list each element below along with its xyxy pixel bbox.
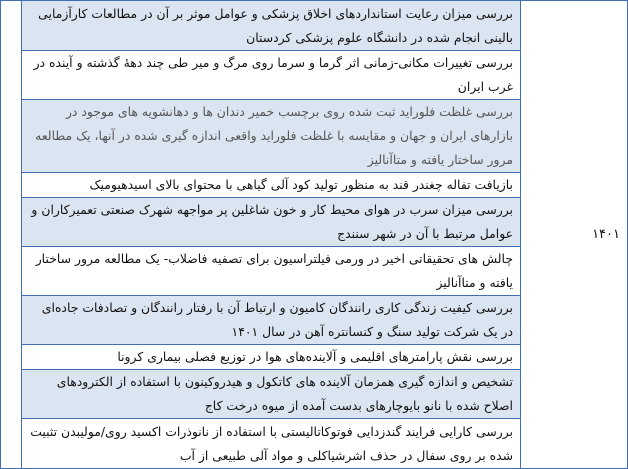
project-title-cell: بررسی میزان سرب در هوای محیط کار و خون شاغلین پر مواجهه شهرک صنعتی تعمیرکاران و عوامل مرتبط با آن در شهر سنندج	[22, 198, 521, 247]
project-title-cell: تشخیص و اندازه گیری همزمان آلاینده های کاتکول و هیدروکینون با استفاده از الکترودهای اصلاح شده با نانو بایوچارهای بدست آمده از میوه درخت کاج	[22, 370, 521, 419]
project-title-cell: بررسی غلظت فلوراید ثبت شده روی برچسب خمیر دندان ها و دهانشویه های موجود در بازارهای ایران و جهان و مقایسه با غلظت فلوراید واقعی اندازه گیری شده در آنها، یک مطالعه مرور ساختار یافته و متاآنالیز	[22, 100, 521, 173]
table-row	[1, 1, 628, 51]
project-title-cell: بازیافت تفاله چغندر قند به منظور تولید کود آلی گیاهی با محتوای بالای اسیدهیومیک	[22, 173, 521, 198]
project-title-cell: بررسی کیفیت زندگی کاری رانندگان کامیون و ارتباط آن با رفتار رانندگان و تصادفات جاده‌ای در یک شرکت تولید سنگ و کنسانتره آهن در سال ۱۴۰۱	[22, 296, 521, 345]
year-cell: ۱۴۰۱	[521, 1, 628, 469]
project-title-cell: بررسی تغییرات مکانی-زمانی اثر گرما و سرما روی مرگ و میر طی چند دههٔ گذشته و آینده در غرب ایران	[22, 51, 521, 100]
project-title-cell: بررسی نقش پارامترهای اقلیمی و آلاینده‌های هوا در توزیع فصلی بیماری کرونا	[22, 345, 521, 370]
project-title-cell: بررسی کارایی فرایند گندزدایی فوتوکاتالیستی با استفاده از نانوذرات اکسید روی/مولیبدن تثبیت شده بر روی سفال در حذف اشرشیاکلی و مواد آلی طبیعی از آب	[22, 419, 521, 469]
table-edge-column	[1, 1, 22, 469]
project-title-cell: چالش های تحقیقاتی اخیر در ورمی فیلتراسیون برای تصفیه فاضلاب- یک مطالعه مرور ساختار یافته و متاآنالیز	[22, 247, 521, 296]
project-title-cell: بررسی میزان رعایت استانداردهای اخلاق پزشکی و عوامل موثر بر آن در مطالعات کارآزمایی بالینی انجام شده در دانشگاه علوم پزشکی کردستان	[22, 1, 521, 51]
